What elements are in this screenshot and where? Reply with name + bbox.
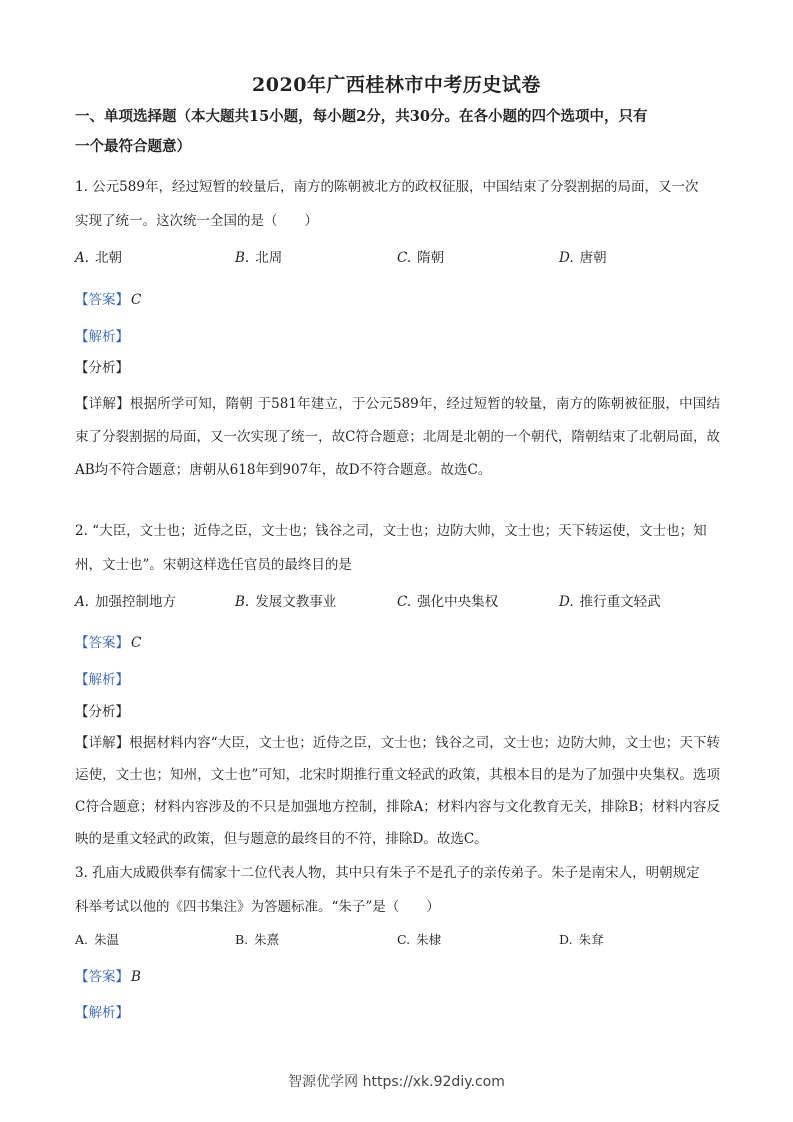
section-heading-line-1: 一、单项选择题（本大题共15小题，每小题2分，共30分。在各小题的四个选项中，只有 [75,108,648,125]
question-1-option-b: B. 北周 [235,250,283,266]
question-3-option-a: A. 朱温 [75,932,120,947]
question-3-option-d: D. 朱耷 [559,932,604,947]
question-2-option-a: A. 加强控制地方 [75,594,177,610]
question-2-detail: 【详解】根据材料内容“大臣，文士也；近侍之臣，文士也；钱谷之司，文士也；边防大帅，文士也；天下转运使，文士也；知州，文士也”可知，北宋时期推行重文轻武的政策，其根本目的是为了加强中央集权。选项C符合题意；材料内容涉及的不只是加强地方控制，排除A；材料内容与文化教育无关，排除B；材料内容反映的是重文轻武的政策，但与题意的最终目的不符，排除D。故选C。 [75,735,720,847]
question-2-analysis-label: 【解析】 [75,672,129,688]
section-heading-line-2: 一个最符合题意） [75,138,191,155]
question-2-option-c: C. 强化中央集权 [397,594,499,610]
question-2-stem-line-2: 州，文士也”。宋朝这样选任官员的最终目的是 [75,557,352,573]
question-2-fenxi-label: 【分析】 [75,704,129,720]
question-2-answer: 【答案】 C [75,635,142,651]
question-1-stem-line-1: 1. 公元589年，经过短暂的较量后，南方的陈朝被北方的政权征服，中国结束了分裂割据的局面，又一次 [75,179,699,195]
question-3-answer: 【答案】 B [75,969,141,985]
question-2-stem-line-1: 2. “大臣，文士也；近侍之臣，文士也；钱谷之司，文士也；边防大帅，文士也；天下转运使，文士也；知 [75,523,707,539]
question-3-stem-line-1: 3. 孔庙大成殿供奉有儒家十二位代表人物，其中只有朱子不是孔子的亲传弟子。朱子是南宋人，明朝规定 [75,865,700,881]
question-1-option-d: D. 唐朝 [559,250,607,266]
question-3-stem-line-2: 科举考试以他的《四书集注》为答题标准。“朱子”是（ ） [75,899,440,915]
question-1-option-a: A. 北朝 [75,250,123,266]
question-2-option-b: B. 发展文教事业 [235,594,337,610]
page-title: 2020年广西桂林市中考历史试卷 [252,74,541,96]
question-1-stem-line-2: 实现了统一。这次统一全国的是（ ） [75,213,318,229]
question-1-answer: 【答案】 C [75,292,142,308]
question-1-option-c: C. 隋朝 [397,250,445,266]
question-3-analysis-label: 【解析】 [75,1005,129,1021]
section-heading [75,102,725,162]
question-1-fenxi-label: 【分析】 [75,360,129,376]
footer-watermark: 智源优学网 https://xk.92diy.com [288,1074,505,1090]
question-1-analysis-label: 【解析】 [75,329,129,345]
question-3-option-c: C. 朱棣 [397,932,442,947]
question-2-option-d: D. 推行重文轻武 [559,594,661,610]
question-3-option-b: B. 朱熹 [235,932,280,947]
question-1-detail: 【详解】根据所学可知，隋朝 于581年建立，于公元589年，经过短暂的较量，南方的陈朝被征服，中国结束了分裂割据的局面，又一次实现了统一，故C符合题意；北周是北朝的一个朝代，隋朝结束了北朝局面，故AB均不符合题意；唐朝从618年到907年，故D不符合题意。故选C。 [75,396,720,478]
